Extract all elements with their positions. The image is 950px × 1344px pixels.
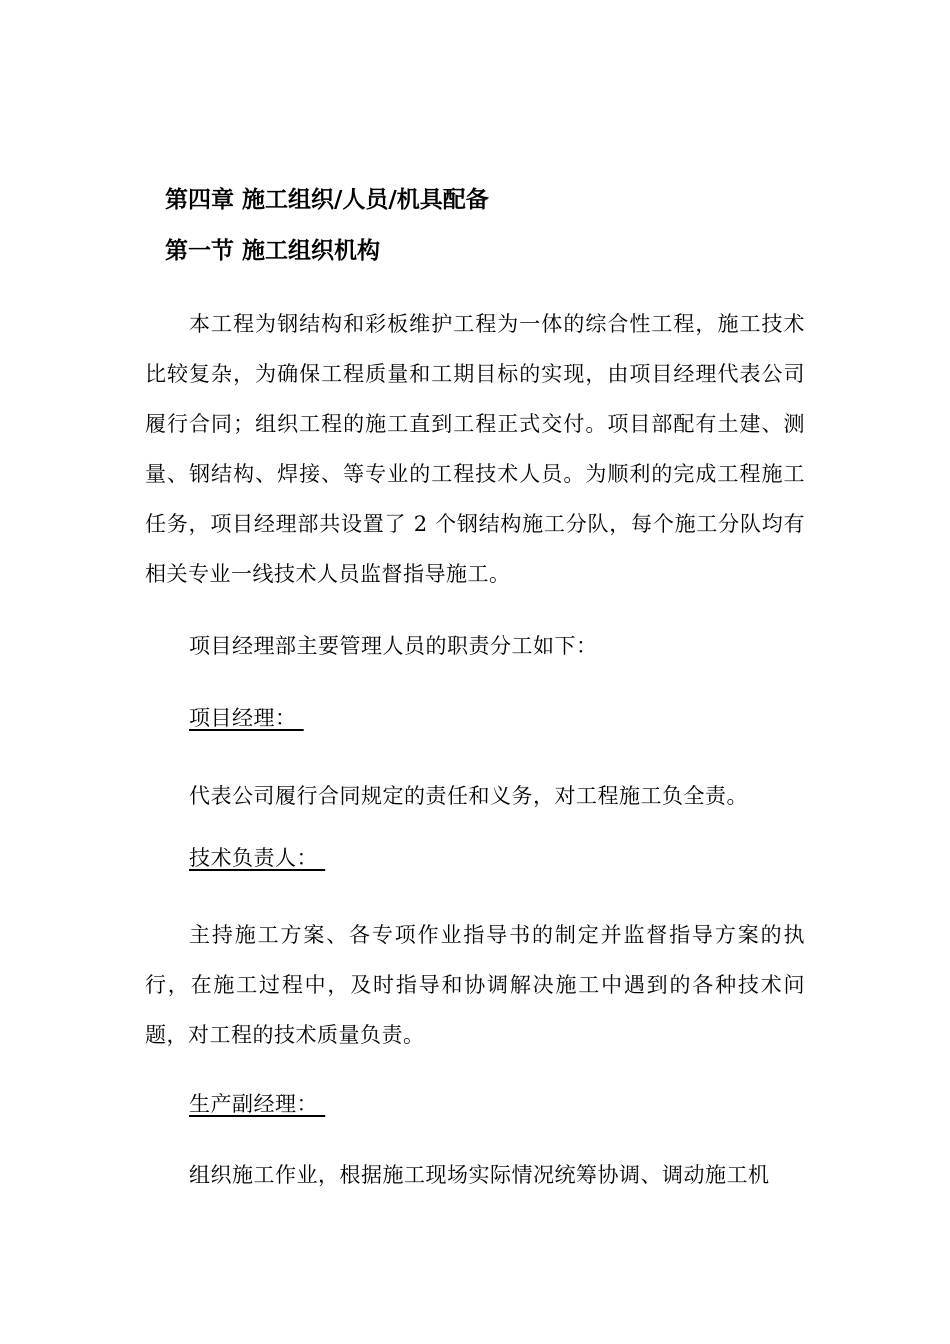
role-description-production-deputy: 组织施工作业，根据施工现场实际情况统筹协调、调动施工机 bbox=[189, 1163, 770, 1187]
chapter-title: 第四章 施工组织/人员/机具配备 bbox=[165, 187, 489, 213]
role-description-project-manager: 代表公司履行合同规定的责任和义务，对工程施工负全责。 bbox=[189, 784, 748, 808]
role-title-production-deputy: 生产副经理： bbox=[189, 1092, 326, 1116]
section-title: 第一节 施工组织机构 bbox=[165, 238, 381, 264]
role-title-project-manager: 项目经理： bbox=[189, 706, 304, 730]
intro-paragraph: 本工程为钢结构和彩板维护工程为一体的综合性工程，施工技术比较复杂，为确保工程质量和工期目标的实现，由项目经理代表公司履行合同；组织工程的施工直到工程正式交付。项目部配有土建、测量、钢结构、焊接、等专业的工程技术人员。为顺利的完成工程施工任务，项目经理部共设置了 2 个钢结构施工分队，每个施工分队均有相关专业一线技术人员监督指导施工。 bbox=[145, 312, 805, 586]
role-title-technical-lead: 技术负责人： bbox=[189, 846, 326, 870]
role-description-technical-lead: 主持施工方案、各专项作业指导书的制定并监督指导方案的执行，在施工过程中，及时指导和协调解决施工中遇到的各种技术问题，对工程的技术质量负责。 bbox=[145, 923, 805, 1047]
responsibilities-intro: 项目经理部主要管理人员的职责分工如下： bbox=[189, 634, 598, 658]
